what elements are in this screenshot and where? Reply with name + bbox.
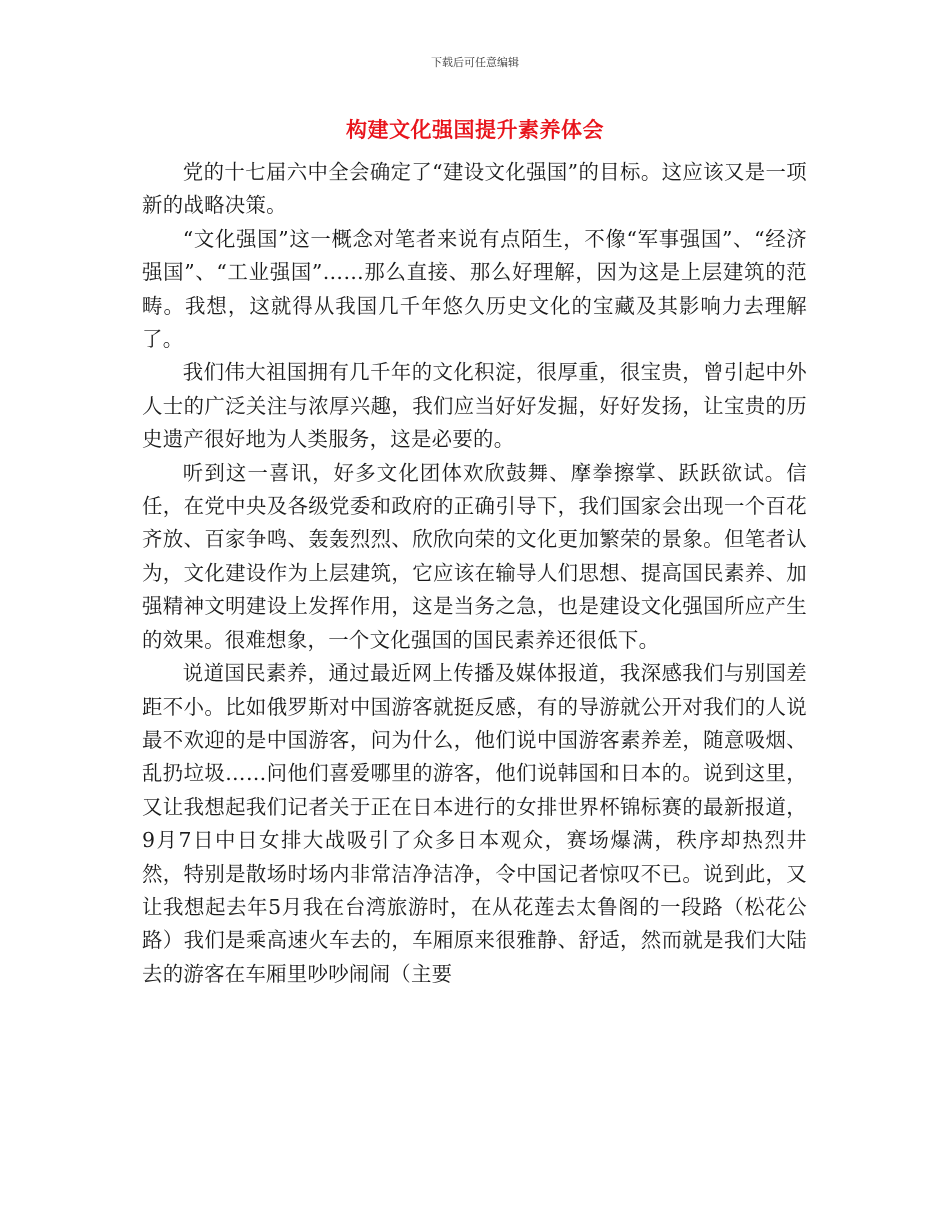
header-note: 下载后可任意编辑 bbox=[431, 56, 519, 69]
paragraph-1: 党的十七届六中全会确定了“建设文化强国”的目标。这应该又是一项新的战略决策。 bbox=[142, 160, 807, 218]
paragraph-5: 说道国民素养，通过最近网上传播及媒体报道，我深感我们与别国差距不小。比如俄罗斯对中国游客就挺反感，有的导游就公开对我们的人说最不欢迎的是中国游客，问为什么，他们说中国游客素养差，随意吸烟、乱扔垃圾……问他们喜爱哪里的游客，他们说韩国和日本的。说到这里，又让我想起我们记者关于正在日本进行的女排世界杯锦标赛的最新报道，9月7日中日女排大战吸引了众多日本观众，赛场爆满，秩序却热烈井然，特别是散场时场内非常洁净洁净，令中国记者惊叹不已。说到此，又让我想起去年5月我在台湾旅游时，在从花莲去太鲁阁的一段路（松花公路）我们是乘高速火车去的，车厢原来很雅静、舒适，然而就是我们大陆去的游客在车厢里吵吵闹闹（主要 bbox=[142, 661, 807, 986]
paragraph-3: 我们伟大祖国拥有几千年的文化积淀，很厚重，很宝贵，曾引起中外人士的广泛关注与浓厚兴趣，我们应当好好发掘，好好发扬，让宝贵的历史遗产很好地为人类服务，这是必要的。 bbox=[142, 360, 807, 452]
paragraph-2: “文化强国”这一概念对笔者来说有点陌生，不像“军事强国”、“经济强国”、“工业强国”……那么直接、那么好理解，因为这是上层建筑的范畴。我想，这就得从我国几千年悠久历史文化的宝藏及其影响力去理解了。 bbox=[142, 226, 807, 352]
document-body bbox=[142, 156, 807, 991]
paragraph-4: 听到这一喜讯，好多文化团体欢欣鼓舞、摩拳擦掌、跃跃欲试。信任，在党中央及各级党委和政府的正确引导下，我们国家会出现一个百花齐放、百家争鸣、轰轰烈烈、欣欣向荣的文化更加繁荣的景象。但笔者认为，文化建设作为上层建筑，它应该在输导人们思想、提高国民素养、加强精神文明建设上发挥作用，这是当务之急，也是建设文化强国所应产生的效果。很难想象，一个文化强国的国民素养还很低下。 bbox=[142, 460, 807, 652]
document-title: 构建文化强国提升素养体会 bbox=[346, 118, 604, 142]
